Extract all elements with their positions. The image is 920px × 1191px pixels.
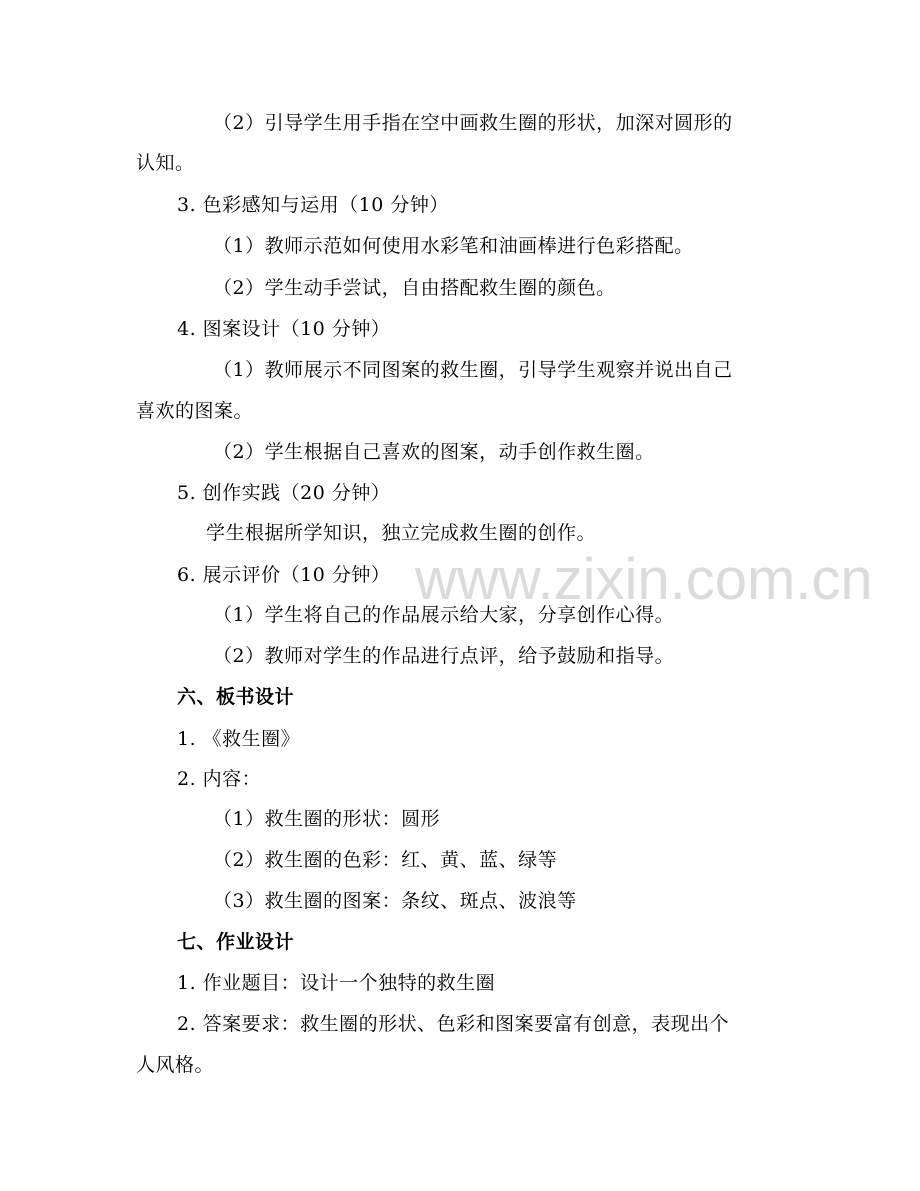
- list-item: 2. 答案要求：救生圈的形状、色彩和图案要富有创意，表现出个: [177, 1013, 730, 1035]
- section-heading: 六、板书设计: [177, 686, 295, 708]
- paragraph-line: 喜欢的图案。: [136, 400, 254, 422]
- paragraph-line: （3）救生圈的图案：条纹、斑点、波浪等: [213, 890, 577, 912]
- paragraph-line: （1）教师展示不同图案的救生圈，引导学生观察并说出自己: [213, 359, 733, 381]
- paragraph-line: （1）救生圈的形状：圆形: [213, 808, 441, 830]
- paragraph-line: 学生根据所学知识，独立完成救生圈的创作。: [206, 522, 597, 544]
- paragraph-line: （2）救生圈的色彩：红、黄、蓝、绿等: [213, 849, 558, 871]
- list-item: 6. 展示评价（10 分钟）: [177, 564, 391, 586]
- paragraph-line: （1）学生将自己的作品展示给大家，分享创作心得。: [213, 604, 675, 626]
- paragraph-line: 人风格。: [136, 1054, 215, 1076]
- list-item: 3. 色彩感知与运用（10 分钟）: [177, 194, 449, 216]
- paragraph-line: （2）学生根据自己喜欢的图案，动手创作救生圈。: [213, 441, 655, 463]
- paragraph-line: （2）学生动手尝试，自由搭配救生圈的颜色。: [213, 277, 616, 299]
- watermark: www.zixin.com.cn: [415, 547, 873, 612]
- list-item: 4. 图案设计（10 分钟）: [177, 318, 391, 340]
- paragraph-line: （2）引导学生用手指在空中画救生圈的形状，加深对圆形的: [213, 112, 733, 134]
- list-item: 1. 《救生圈》: [177, 728, 301, 750]
- list-item: 1. 作业题目：设计一个独特的救生圈: [177, 972, 496, 994]
- paragraph-line: 认知。: [136, 152, 195, 174]
- list-item: 2. 内容：: [177, 768, 262, 790]
- list-item: 5. 创作实践（20 分钟）: [177, 482, 391, 504]
- paragraph-line: （2）教师对学生的作品进行点评，给予鼓励和指导。: [213, 645, 675, 667]
- section-heading: 七、作业设计: [177, 931, 295, 953]
- paragraph-line: （1）教师示范如何使用水彩笔和油画棒进行色彩搭配。: [213, 235, 694, 257]
